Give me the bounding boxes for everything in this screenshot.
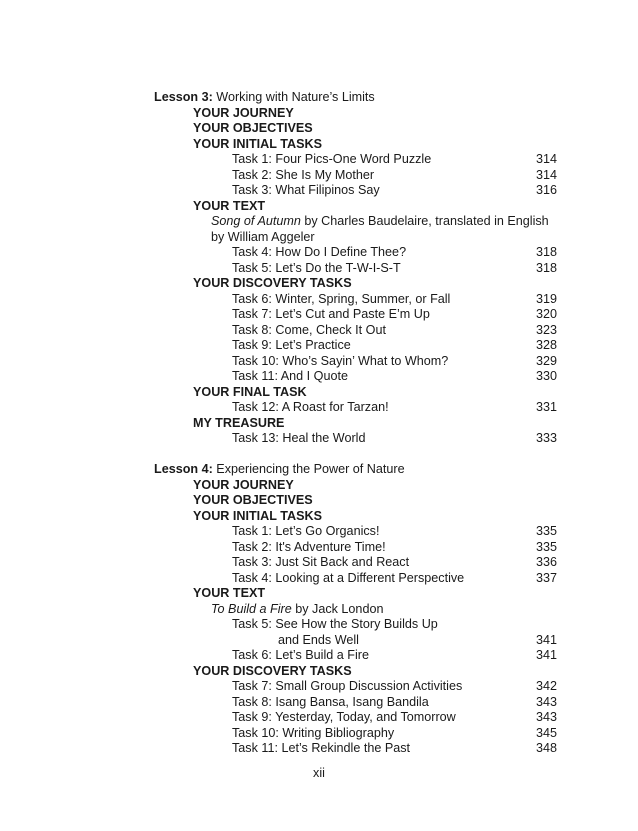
entry-page: 318 xyxy=(535,260,557,275)
entry-title: Task 2: She Is My Mother xyxy=(232,167,375,182)
section-objectives: YOUR OBJECTIVES xyxy=(193,121,313,135)
entry-page: 343 xyxy=(535,710,557,724)
entry-title: Task 1: Four Pics-One Word Puzzle xyxy=(232,152,432,166)
toc-entry xyxy=(0,338,638,354)
entry-title: Task 8: Isang Bansa, Isang Bandila xyxy=(232,694,429,709)
toc-entry xyxy=(0,168,638,184)
entry-title: Task 12: A Roast for Tarzan! xyxy=(232,400,389,414)
lesson-title: Working with Nature’s Limits xyxy=(216,90,375,104)
toc-entry xyxy=(0,710,638,726)
page-number: xii xyxy=(313,766,325,780)
entry-page: 320 xyxy=(535,307,557,321)
entry-page: 318 xyxy=(535,245,557,259)
entry-title: Task 4: Looking at a Different Perspective xyxy=(232,570,465,585)
toc-entry xyxy=(0,323,638,339)
entry-title: Task 7: Small Group Discussion Activities xyxy=(232,679,463,693)
section-treasure: MY TREASURE xyxy=(193,415,285,430)
section-discovery-tasks: YOUR DISCOVERY TASKS xyxy=(193,663,352,678)
entry-page: 341 xyxy=(535,632,557,647)
entry-title: Task 3: What Filipinos Say xyxy=(232,183,380,197)
entry-title-cont: and Ends Well xyxy=(278,632,359,647)
entry-title: Task 4: How Do I Define Thee? xyxy=(232,245,407,259)
toc-entry xyxy=(0,741,638,757)
work-author: by Jack London xyxy=(291,601,384,616)
entry-page: 330 xyxy=(535,369,557,383)
toc-entry xyxy=(0,261,638,277)
lesson-3-heading xyxy=(0,90,638,106)
toc-entry xyxy=(0,726,638,742)
section-journey: YOUR JOURNEY xyxy=(193,477,294,492)
toc-entry xyxy=(0,400,638,416)
entry-page: 335 xyxy=(535,539,557,554)
entry-page: 314 xyxy=(535,167,557,182)
toc-entry xyxy=(0,292,638,308)
entry-page: 331 xyxy=(535,400,557,414)
entry-page: 341 xyxy=(535,648,557,662)
entry-title: Task 1: Let’s Go Organics! xyxy=(232,524,380,538)
entry-title: Task 5: See How the Story Builds Up xyxy=(232,617,438,631)
section-initial-tasks: YOUR INITIAL TASKS xyxy=(193,136,322,151)
entry-title: Task 2: It's Adventure Time! xyxy=(232,539,386,554)
section-text: YOUR TEXT xyxy=(193,586,266,600)
toc-entry-cont xyxy=(0,633,638,649)
toc-entry xyxy=(0,695,638,711)
entry-page: 323 xyxy=(535,322,557,337)
section-initial-tasks: YOUR INITIAL TASKS xyxy=(193,508,322,523)
entry-title: Task 3: Just Sit Back and React xyxy=(232,555,410,569)
section-text: YOUR TEXT xyxy=(193,198,266,213)
section-objectives: YOUR OBJECTIVES xyxy=(193,493,313,507)
entry-page: 316 xyxy=(535,183,557,197)
text-citation-cont: by William Aggeler xyxy=(211,229,315,244)
entry-title: Task 13: Heal the World xyxy=(232,431,366,445)
entry-title: Task 10: Writing Bibliography xyxy=(232,725,395,740)
toc-entry xyxy=(0,183,638,199)
section-discovery-tasks: YOUR DISCOVERY TASKS xyxy=(193,276,352,290)
entry-title: Task 9: Let’s Practice xyxy=(232,338,351,352)
entry-title: Task 10: Who’s Sayin’ What to Whom? xyxy=(232,353,449,368)
entry-page: 343 xyxy=(535,694,557,709)
work-author: by Charles Baudelaire, translated in English xyxy=(300,214,549,228)
toc-entry xyxy=(0,354,638,370)
entry-page: 335 xyxy=(535,524,557,538)
lesson-label: Lesson 4: xyxy=(154,462,213,476)
entry-title: Task 6: Let’s Build a Fire xyxy=(232,648,369,662)
entry-page: 342 xyxy=(535,679,557,693)
toc-entry xyxy=(0,648,638,664)
work-title: To Build a Fire xyxy=(211,601,292,616)
toc-entry xyxy=(0,152,638,168)
entry-title: Task 8: Come, Check It Out xyxy=(232,322,386,337)
work-title: Song of Autumn xyxy=(211,214,301,228)
text-citation xyxy=(0,214,638,230)
table-of-contents xyxy=(0,90,638,757)
toc-entry xyxy=(0,617,638,633)
entry-title: Task 11: And I Quote xyxy=(232,369,348,383)
section-final-task: YOUR FINAL TASK xyxy=(193,384,307,399)
entry-title: Task 6: Winter, Spring, Summer, or Fall xyxy=(232,291,451,306)
toc-entry xyxy=(0,679,638,695)
section-journey: YOUR JOURNEY xyxy=(193,105,294,120)
toc-entry xyxy=(0,555,638,571)
toc-entry xyxy=(0,307,638,323)
entry-page: 329 xyxy=(535,353,557,368)
entry-title: Task 11: Let’s Rekindle the Past xyxy=(232,741,411,755)
lesson-title: Experiencing the Power of Nature xyxy=(216,462,405,476)
entry-title: Task 5: Let’s Do the T-W-I-S-T xyxy=(232,260,401,275)
toc-entry xyxy=(0,245,638,261)
entry-page: 348 xyxy=(535,741,557,755)
lesson-label: Lesson 3: xyxy=(154,90,213,104)
toc-entry xyxy=(0,431,638,447)
toc-entry xyxy=(0,571,638,587)
toc-entry xyxy=(0,369,638,385)
lesson-4-heading xyxy=(0,462,638,478)
entry-page: 314 xyxy=(535,152,557,166)
entry-page: 337 xyxy=(535,570,557,585)
entry-title: Task 7: Let’s Cut and Paste E’m Up xyxy=(232,307,430,321)
toc-entry xyxy=(0,524,638,540)
toc-entry xyxy=(0,540,638,556)
entry-page: 345 xyxy=(535,725,557,740)
entry-page: 336 xyxy=(535,555,557,569)
entry-page: 333 xyxy=(535,431,557,445)
text-citation xyxy=(0,602,638,618)
entry-page: 328 xyxy=(535,338,557,352)
entry-title: Task 9: Yesterday, Today, and Tomorrow xyxy=(232,710,456,724)
entry-page: 319 xyxy=(535,291,557,306)
